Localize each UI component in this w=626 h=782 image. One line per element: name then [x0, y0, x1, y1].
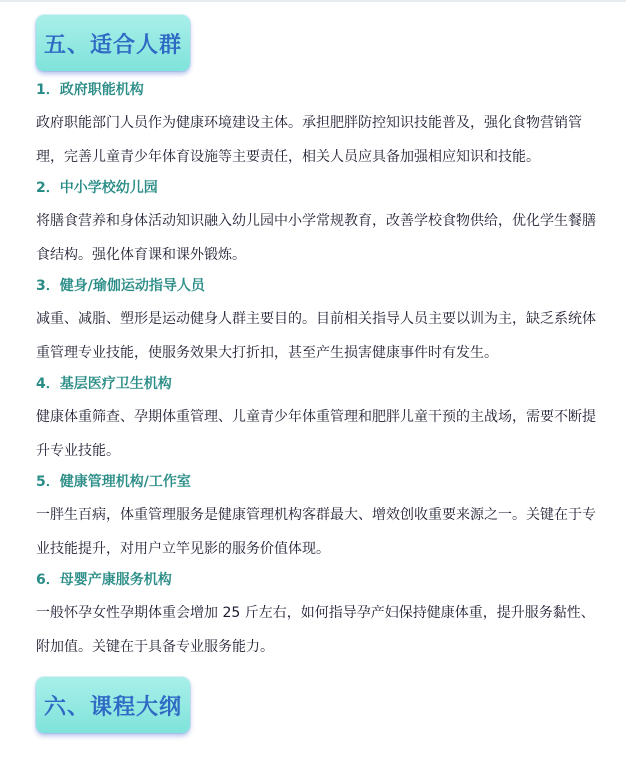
- section-six-heading: 六、课程大纲: [36, 677, 190, 733]
- audience-list: [36, 76, 596, 668]
- item-title: 1．政府职能机构: [36, 82, 144, 98]
- item-body: 减重、减脂、塑形是运动健身人群主要目的。目前相关指导人员主要以训为主，缺乏系统体重管理专业技能，使服务效果大打折扣，甚至产生损害健康事件时有发生。: [36, 311, 596, 361]
- list-item: [36, 178, 596, 272]
- top-divider: [0, 0, 626, 2]
- item-body: 健康体重筛查、孕期体重管理、儿童青少年体重管理和肥胖儿童干预的主战场，需要不断提升专业技能。: [36, 409, 596, 459]
- list-item: [36, 374, 596, 468]
- item-title: 3．健身/瑜伽运动指导人员: [36, 278, 205, 294]
- item-body: 政府职能部门人员作为健康环境建设主体。承担肥胖防控知识技能普及，强化食物营销管理，完善儿童青少年体育设施等主要责任，相关人员应具备加强相应知识和技能。: [36, 115, 582, 165]
- list-item: [36, 570, 596, 664]
- list-item: [36, 80, 596, 174]
- list-item: [36, 472, 596, 566]
- list-item: [36, 276, 596, 370]
- item-title: 5．健康管理机构/工作室: [36, 474, 191, 490]
- item-body: 一胖生百病，体重管理服务是健康管理机构客群最大、增效创收重要来源之一。关键在于专业技能提升，对用户立竿见影的服务价值体现。: [36, 507, 596, 557]
- item-title: 4．基层医疗卫生机构: [36, 376, 172, 392]
- item-title: 6．母婴产康服务机构: [36, 572, 172, 588]
- item-body: 一般怀孕女性孕期体重会增加 25 斤左右，如何指导孕产妇保持健康体重，提升服务黏性、附加值。关键在于具备专业服务能力。: [36, 605, 595, 655]
- item-body: 将膳食营养和身体活动知识融入幼儿园中小学常规教育，改善学校食物供给，优化学生餐膳食结构。强化体育课和课外锻炼。: [36, 213, 596, 263]
- section-five-heading: 五、适合人群: [36, 15, 190, 71]
- item-title: 2．中小学校幼儿园: [36, 180, 158, 196]
